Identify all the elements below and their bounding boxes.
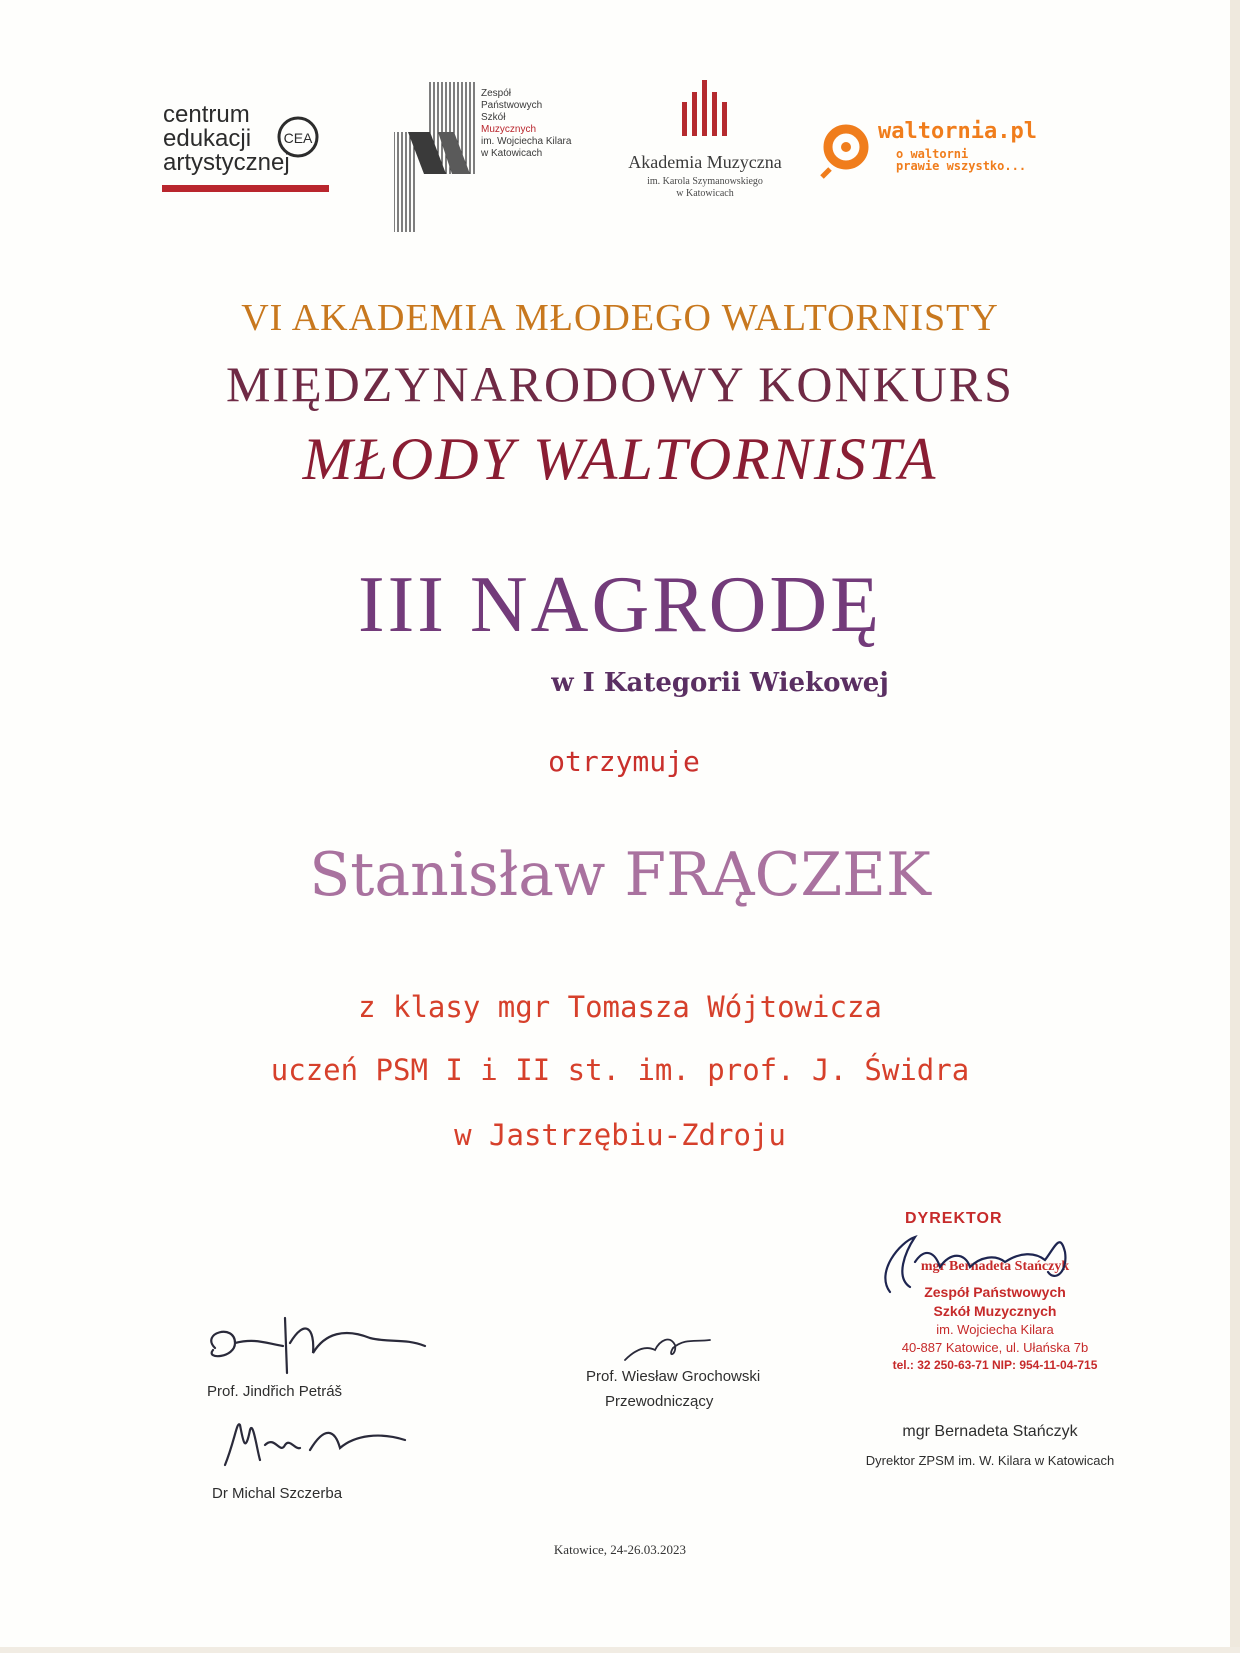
zpsm-line: w Katowicach [481,148,543,159]
stamp-contact: tel.: 32 250-63-71 NIP: 954-11-04-715 [892,1358,1098,1372]
cea-logo-line3: artystycznej [163,149,290,176]
stamp-name: mgr Bernadeta Stańczyk [920,1259,1070,1274]
organ-pipes-logo-icon [676,80,736,140]
akademia-subtitle1: im. Karola Szymanowskiego [647,176,763,187]
cea-logo-line1: centrum [163,101,250,128]
edition-heading: VI AKADEMIA MŁODEGO WALTORNISTY [241,297,999,339]
zpsm-stripes-logo-icon [394,82,479,232]
zpsm-line: im. Wojciecha Kilara [481,136,572,147]
director-signature-icon [870,1222,1090,1302]
teacher-line: z klasy mgr Tomasza Wójtowicza [358,990,882,1024]
stamp-org3: im. Wojciecha Kilara [936,1322,1054,1337]
waltornia-logo [820,115,1080,185]
chair-name: Prof. Wiesław Grochowski [586,1368,761,1385]
cea-circle-logo-icon [276,115,320,159]
zpsm-logo-text [481,88,591,160]
contest-name-heading: MŁODY WALTORNISTA [302,426,938,492]
place-date: Katowice, 24-26.03.2023 [553,1542,687,1557]
waltornia-tagline1: o waltorni [896,147,969,161]
receives-label: otrzymuje [548,745,700,778]
stamp-org1: Zespół Państwowych [924,1284,1066,1300]
szczerba-signature-icon [215,1410,415,1480]
school-line: uczeń PSM I i II st. im. prof. J. Świdra [270,1053,970,1087]
director-role: Dyrektor ZPSM im. W. Kilara w Katowicach [865,1453,1115,1468]
waltornia-tagline2: prawie wszystko... [896,159,1027,173]
zpsm-line: Państwowych [481,100,543,111]
cea-mark-letters: CEA [283,130,313,146]
city-line: w Jastrzębiu-Zdroju [454,1118,786,1152]
zpsm-logo [394,82,584,242]
waltornia-title: waltornia.pl [878,119,1037,144]
prize-title: III NAGRODĘ [357,561,882,649]
age-category: w I Kategorii Wiekowej [551,668,889,698]
stamp-title: DYREKTOR [905,1210,1003,1227]
stamp-org2: Szkół Muzycznych [933,1303,1057,1319]
akademia-subtitle [610,176,800,200]
contest-heading: MIĘDZYNARODOWY KONKURS [226,356,1014,412]
laureate-name: Stanisław FRĄCZEK [309,840,931,910]
akademia-title: Akademia Muzyczna [628,152,782,172]
chair-role: Przewodniczący [605,1393,714,1410]
cea-logo [160,103,335,208]
akademia-subtitle2: w Katowicach [676,188,734,199]
stamp-address: 40-887 Katowice, ul. Ułańska 7b [901,1340,1089,1355]
jury2-name: Dr Michal Szczerba [212,1485,343,1502]
petras-signature-icon [195,1298,435,1378]
director-name: mgr Bernadeta Stańczyk [902,1423,1078,1440]
grochowski-signature-icon [615,1320,725,1370]
horn-logo-icon [820,119,876,179]
jury1-name: Prof. Jindřich Petráš [207,1383,343,1400]
cea-logo-bar [162,185,329,192]
paper-edge-right [1230,0,1240,1653]
zpsm-line: Szkół [481,112,506,123]
zpsm-line: Zespół [481,88,512,99]
cea-logo-line2: edukacji [163,125,252,152]
akademia-muzyczna-logo [610,80,800,210]
paper-edge-bottom [0,1647,1240,1653]
zpsm-line: Muzycznych [481,124,537,135]
